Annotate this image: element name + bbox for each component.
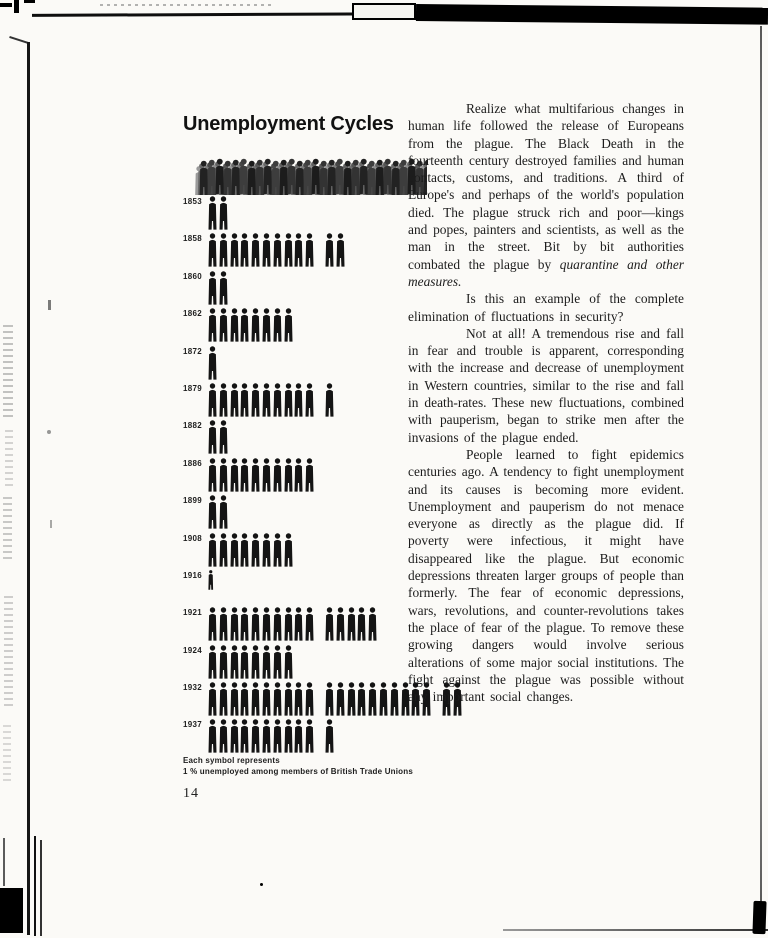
man-symbol-icon bbox=[284, 719, 293, 753]
article-paragraph bbox=[408, 325, 684, 446]
article-paragraph bbox=[408, 100, 684, 290]
legend-line-2: 1 % unemployed among members of British Trade Unions bbox=[183, 767, 413, 776]
symbol-group bbox=[208, 682, 316, 716]
man-symbol-icon bbox=[230, 533, 239, 567]
man-symbol-icon bbox=[273, 383, 282, 417]
chart-legend bbox=[183, 755, 413, 777]
man-symbol-icon bbox=[325, 233, 334, 267]
symbol-group bbox=[208, 719, 316, 753]
man-symbol-icon bbox=[294, 682, 303, 716]
scan-artifact bbox=[34, 836, 36, 936]
man-symbol-icon bbox=[251, 533, 260, 567]
man-symbol-icon bbox=[273, 233, 282, 267]
man-symbol-icon bbox=[390, 682, 399, 716]
man-symbol-icon bbox=[240, 383, 249, 417]
scan-artifact bbox=[352, 3, 416, 20]
man-symbol-icon bbox=[262, 607, 271, 641]
man-symbol-icon bbox=[251, 458, 260, 492]
scan-artifact bbox=[260, 883, 263, 886]
man-symbol-icon bbox=[208, 196, 217, 230]
man-symbol-icon bbox=[240, 533, 249, 567]
man-symbol-icon bbox=[325, 719, 334, 753]
scan-artifact bbox=[14, 0, 19, 13]
man-symbol-icon bbox=[273, 719, 282, 753]
man-symbol-icon bbox=[240, 645, 249, 679]
man-symbol-icon bbox=[208, 570, 214, 590]
man-symbol-icon bbox=[325, 383, 334, 417]
man-symbol-icon bbox=[251, 383, 260, 417]
man-symbol-icon bbox=[325, 682, 334, 716]
man-symbol-icon bbox=[347, 682, 356, 716]
man-symbol-icon bbox=[208, 233, 217, 267]
year-label: 1916 bbox=[183, 570, 202, 580]
symbol-group bbox=[208, 420, 230, 454]
year-label: 1862 bbox=[183, 309, 202, 319]
man-symbol-icon bbox=[219, 458, 228, 492]
article-paragraph bbox=[408, 446, 684, 705]
man-symbol-icon bbox=[305, 719, 314, 753]
scan-artifact bbox=[48, 300, 51, 310]
man-symbol-icon bbox=[294, 383, 303, 417]
man-symbol-icon bbox=[262, 308, 271, 342]
symbol-group bbox=[208, 495, 230, 529]
man-symbol-icon bbox=[347, 607, 356, 641]
man-symbol-icon bbox=[219, 682, 228, 716]
man-symbol-icon bbox=[240, 233, 249, 267]
man-symbol-icon bbox=[336, 682, 345, 716]
scan-artifact bbox=[416, 4, 768, 25]
text-run: People learned to fight epidemics centuries ago. A tendency to fight unemployment and its causes is becoming more evident. Unemployment and pauperism do not menace everyone as directly as the plague did. If poverty were infectious, it might have disappeared like the plague. But economic depressions threaten larger groups of people than formerly. The fear of economic depressions, wars, revolutions, and counter-revolutions takes the place of fear of the plague. To remove these growing dangers would involve serious alterations of some major social institutions. The fight against the plague was possible without any important social changes. bbox=[408, 446, 684, 705]
man-symbol-icon bbox=[219, 495, 228, 529]
scan-artifact bbox=[32, 12, 424, 16]
symbol-group bbox=[208, 645, 294, 679]
man-symbol-icon bbox=[262, 533, 271, 567]
man-symbol-icon bbox=[284, 645, 293, 679]
article-paragraph bbox=[408, 290, 684, 325]
symbol-groups bbox=[208, 196, 239, 230]
man-symbol-icon bbox=[219, 607, 228, 641]
year-label: 1932 bbox=[183, 683, 202, 693]
symbol-group bbox=[208, 233, 316, 267]
man-symbol-icon bbox=[208, 346, 217, 380]
man-symbol-icon bbox=[219, 308, 228, 342]
man-symbol-icon bbox=[219, 233, 228, 267]
symbol-groups bbox=[208, 570, 224, 590]
man-symbol-icon bbox=[208, 682, 217, 716]
symbol-group bbox=[325, 383, 336, 417]
scan-artifact bbox=[3, 325, 13, 420]
man-symbol-icon bbox=[219, 271, 228, 305]
year-label: 1882 bbox=[183, 421, 202, 431]
year-label: 1858 bbox=[183, 234, 202, 244]
symbol-group bbox=[208, 607, 316, 641]
man-symbol-icon bbox=[219, 719, 228, 753]
man-symbol-icon bbox=[240, 308, 249, 342]
man-symbol-icon bbox=[208, 495, 217, 529]
man-symbol-icon bbox=[262, 383, 271, 417]
man-symbol-icon bbox=[294, 607, 303, 641]
man-symbol-icon bbox=[284, 533, 293, 567]
man-symbol-icon bbox=[208, 533, 217, 567]
symbol-group bbox=[325, 607, 379, 641]
symbol-groups bbox=[208, 308, 303, 342]
man-symbol-icon bbox=[284, 308, 293, 342]
man-symbol-icon bbox=[230, 682, 239, 716]
man-symbol-icon bbox=[368, 682, 377, 716]
man-symbol-icon bbox=[251, 682, 260, 716]
symbol-group bbox=[208, 308, 294, 342]
symbol-groups bbox=[208, 420, 239, 454]
page-gutter-line bbox=[27, 42, 30, 935]
symbol-group bbox=[325, 719, 336, 753]
man-symbol-icon bbox=[357, 607, 366, 641]
scan-artifact bbox=[0, 888, 23, 933]
symbol-groups bbox=[208, 533, 303, 567]
man-symbol-icon bbox=[208, 308, 217, 342]
year-label: 1924 bbox=[183, 645, 202, 655]
year-label: 1899 bbox=[183, 496, 202, 506]
man-symbol-icon bbox=[240, 719, 249, 753]
man-symbol-icon bbox=[208, 420, 217, 454]
symbol-group bbox=[208, 383, 316, 417]
symbol-group bbox=[208, 533, 294, 567]
man-symbol-icon bbox=[336, 233, 345, 267]
man-symbol-icon bbox=[305, 233, 314, 267]
chart-title: Unemployment Cycles bbox=[183, 113, 394, 135]
man-symbol-icon bbox=[208, 458, 217, 492]
symbol-group bbox=[208, 570, 215, 590]
man-symbol-icon bbox=[208, 383, 217, 417]
man-symbol-icon bbox=[262, 645, 271, 679]
symbol-groups bbox=[208, 271, 239, 305]
man-symbol-icon bbox=[230, 383, 239, 417]
chart-row bbox=[183, 719, 473, 756]
symbol-groups bbox=[208, 495, 239, 529]
man-symbol-icon bbox=[273, 607, 282, 641]
man-symbol-icon bbox=[262, 458, 271, 492]
man-symbol-icon bbox=[284, 233, 293, 267]
man-symbol-icon bbox=[273, 308, 282, 342]
scan-artifact bbox=[50, 520, 52, 528]
man-symbol-icon bbox=[230, 645, 239, 679]
man-symbol-icon bbox=[251, 607, 260, 641]
legend-line-1: Each symbol represents bbox=[183, 756, 280, 765]
symbol-groups bbox=[208, 346, 228, 380]
man-symbol-icon bbox=[251, 233, 260, 267]
symbol-group bbox=[208, 196, 230, 230]
scan-artifact bbox=[0, 3, 12, 7]
year-label: 1937 bbox=[183, 720, 202, 730]
year-label: 1908 bbox=[183, 533, 202, 543]
man-symbol-icon bbox=[357, 682, 366, 716]
scan-artifact bbox=[3, 838, 5, 886]
man-symbol-icon bbox=[219, 533, 228, 567]
man-symbol-icon bbox=[251, 645, 260, 679]
scan-artifact bbox=[760, 26, 762, 910]
man-symbol-icon bbox=[284, 458, 293, 492]
man-symbol-icon bbox=[273, 533, 282, 567]
symbol-groups bbox=[208, 719, 345, 753]
man-symbol-icon bbox=[219, 383, 228, 417]
man-symbol-icon bbox=[368, 607, 377, 641]
man-symbol-icon bbox=[230, 308, 239, 342]
man-symbol-icon bbox=[208, 271, 217, 305]
man-symbol-icon bbox=[273, 682, 282, 716]
man-symbol-icon bbox=[262, 719, 271, 753]
man-symbol-icon bbox=[230, 458, 239, 492]
scan-artifact bbox=[24, 0, 35, 3]
man-symbol-icon bbox=[294, 458, 303, 492]
man-symbol-icon bbox=[240, 682, 249, 716]
man-symbol-icon bbox=[219, 196, 228, 230]
man-symbol-icon bbox=[219, 420, 228, 454]
man-symbol-icon bbox=[219, 645, 228, 679]
man-symbol-icon bbox=[273, 458, 282, 492]
article-column bbox=[408, 100, 684, 705]
man-symbol-icon bbox=[262, 233, 271, 267]
man-symbol-icon bbox=[240, 458, 249, 492]
man-symbol-icon bbox=[208, 719, 217, 753]
year-label: 1879 bbox=[183, 383, 202, 393]
man-symbol-icon bbox=[251, 719, 260, 753]
man-symbol-icon bbox=[262, 682, 271, 716]
text-run: Not at all! A tremendous rise and fall in fear and trouble is apparent, corresponding with the increase and decrease of unemployment in Western countries, similar to the rise and fall in death-rates. These new fluctuations, combined with pauperism, began to strike men after the invasions of the plague ended. bbox=[408, 325, 684, 445]
man-symbol-icon bbox=[273, 645, 282, 679]
man-symbol-icon bbox=[284, 607, 293, 641]
man-symbol-icon bbox=[284, 383, 293, 417]
man-symbol-icon bbox=[230, 607, 239, 641]
year-label: 1872 bbox=[183, 346, 202, 356]
scan-artifact bbox=[40, 840, 42, 936]
italic-text-run: quarantine and other measures. bbox=[408, 256, 684, 289]
man-symbol-icon bbox=[294, 719, 303, 753]
scan-artifact bbox=[47, 430, 51, 434]
scan-artifact bbox=[3, 497, 12, 562]
symbol-group bbox=[325, 233, 347, 267]
man-symbol-icon bbox=[284, 682, 293, 716]
scan-artifact bbox=[752, 901, 766, 934]
scan-artifact bbox=[9, 36, 29, 44]
year-label: 1886 bbox=[183, 458, 202, 468]
symbol-groups bbox=[208, 645, 303, 679]
year-label: 1860 bbox=[183, 271, 202, 281]
man-symbol-icon bbox=[379, 682, 388, 716]
scan-artifact bbox=[100, 4, 275, 6]
year-label: 1921 bbox=[183, 608, 202, 618]
symbol-groups bbox=[208, 607, 388, 641]
man-symbol-icon bbox=[230, 719, 239, 753]
symbol-groups bbox=[208, 233, 356, 267]
scan-artifact bbox=[5, 430, 13, 490]
page-number: 14 bbox=[183, 786, 199, 801]
man-symbol-icon bbox=[240, 607, 249, 641]
man-symbol-icon bbox=[208, 645, 217, 679]
symbol-groups bbox=[208, 458, 325, 492]
man-symbol-icon bbox=[208, 607, 217, 641]
symbol-group bbox=[208, 271, 230, 305]
man-symbol-icon bbox=[305, 682, 314, 716]
man-symbol-icon bbox=[230, 233, 239, 267]
man-symbol-icon bbox=[305, 383, 314, 417]
symbol-group bbox=[208, 458, 316, 492]
man-symbol-icon bbox=[325, 607, 334, 641]
man-symbol-icon bbox=[294, 233, 303, 267]
crowd-band bbox=[194, 152, 427, 195]
scan-artifact bbox=[503, 929, 768, 931]
text-run: Realize what multifarious changes in human life followed the release of Europeans from the plague. The Black Death in the fourteenth century destroyed families and human contacts, customs, and traditions. A third of Europe's and perhaps of the world's population died. The plague struck rich and poor—kings and popes, painters and scientists, as well as the man in the street. Bit by bit authorities combated the plague by bbox=[408, 101, 684, 272]
text-run: Is this an example of the complete elimination of fluctuations in security? bbox=[408, 291, 684, 324]
man-symbol-icon bbox=[336, 607, 345, 641]
man-symbol-icon bbox=[305, 458, 314, 492]
man-symbol-icon bbox=[305, 607, 314, 641]
scan-artifact bbox=[4, 596, 13, 706]
symbol-group bbox=[208, 346, 219, 380]
man-symbol-icon bbox=[251, 308, 260, 342]
scan-artifact bbox=[3, 725, 11, 785]
year-label: 1853 bbox=[183, 197, 202, 206]
symbol-groups bbox=[208, 383, 345, 417]
